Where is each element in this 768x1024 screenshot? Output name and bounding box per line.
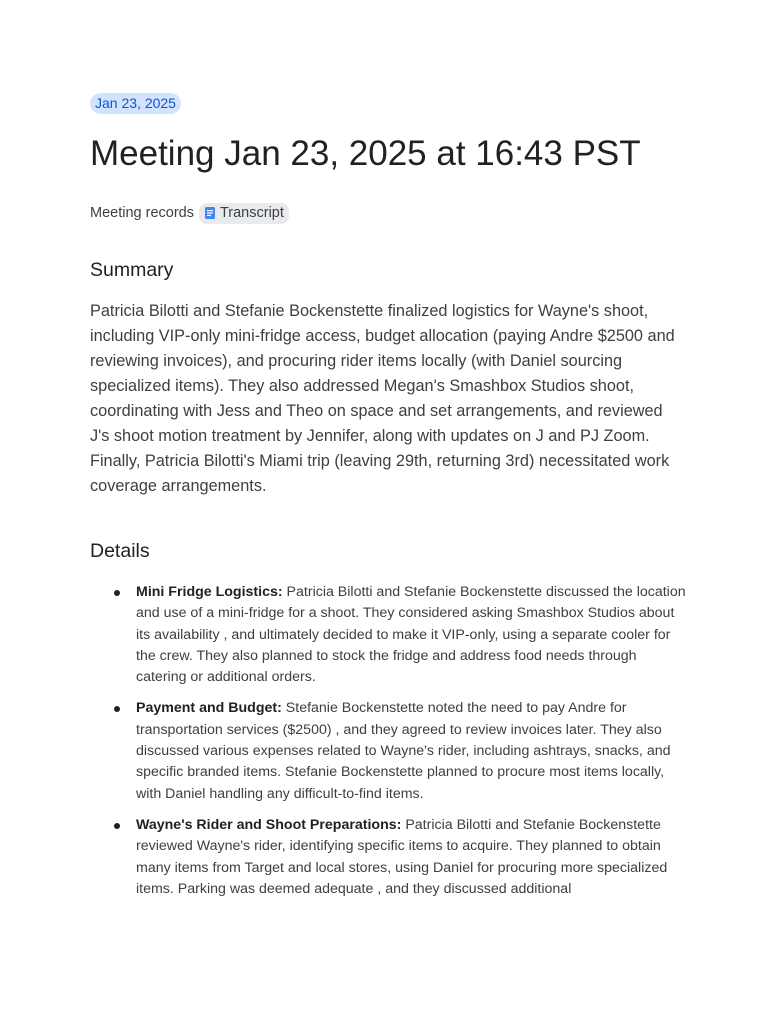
transcript-label: Transcript: [219, 205, 284, 221]
transcript-chip[interactable]: [199, 203, 289, 224]
details-heading: Details: [90, 540, 150, 562]
bullet-icon: [114, 590, 120, 596]
meeting-records-row: [90, 202, 289, 224]
details-item-text: Patricia Bilotti and Stefanie Bockenstette discussed the location and use of a mini-fridge for a shoot. They considered asking Smashbox Studios about its availability , and ultimately decided to make it VIP-only, using a separate cooler for the crew. They also planned to stock the fridge and address food needs through catering or additional orders.: [136, 584, 686, 686]
date-chip[interactable]: Jan 23, 2025: [90, 93, 181, 114]
details-item-text: Stefanie Bockenstette noted the need to pay Andre for transportation services ($2500) , and they agreed to review invoices later. They also discussed various expenses related to Wayne's rider, including ashtrays, snacks, and specific branded items. Stefanie Bockenstette planned to procure most items locally, with Daniel handling any difficult-to-find items.: [136, 700, 671, 802]
details-item-title: Payment and Budget:: [136, 700, 282, 717]
details-list: [90, 582, 690, 910]
details-item-mini-fridge: [90, 582, 690, 688]
bullet-icon: [114, 823, 120, 829]
summary-text: Patricia Bilotti and Stefanie Bockenstette finalized logistics for Wayne's shoot, including VIP-only mini-fridge access, budget allocation (paying Andre $2500 and reviewing invoices), and procuring rider items locally (with Daniel sourcing specialized items). They also addressed Megan's Smashbox Studios shoot, coordinating with Jess and Theo on space and set arrangements, and reviewed J's shoot motion treatment by Jennifer, along with updates on J and PJ Zoom. Finally, Patricia Bilotti's Miami trip (leaving 29th, returning 3rd) necessitated work coverage arrangements.: [90, 302, 675, 495]
details-item-payment: [90, 698, 690, 804]
google-docs-icon: [203, 206, 217, 220]
bullet-icon: [114, 706, 120, 712]
page-title: Meeting Jan 23, 2025 at 16:43 PST: [90, 134, 641, 173]
details-item-rider: [90, 815, 690, 900]
details-item-title: Wayne's Rider and Shoot Preparations:: [136, 816, 402, 833]
details-item-title: Mini Fridge Logistics:: [136, 584, 283, 600]
details-item-text: Patricia Bilotti and Stefanie Bockenstette reviewed Wayne's rider, identifying specific items to acquire. They planned to obtain many items from Target and local stores, using Daniel for procuring more specialized items. Parking was deemed adequate , and they discussed additional: [136, 816, 668, 897]
meeting-records-label: Meeting records: [90, 205, 194, 221]
summary-heading: Summary: [90, 259, 174, 281]
